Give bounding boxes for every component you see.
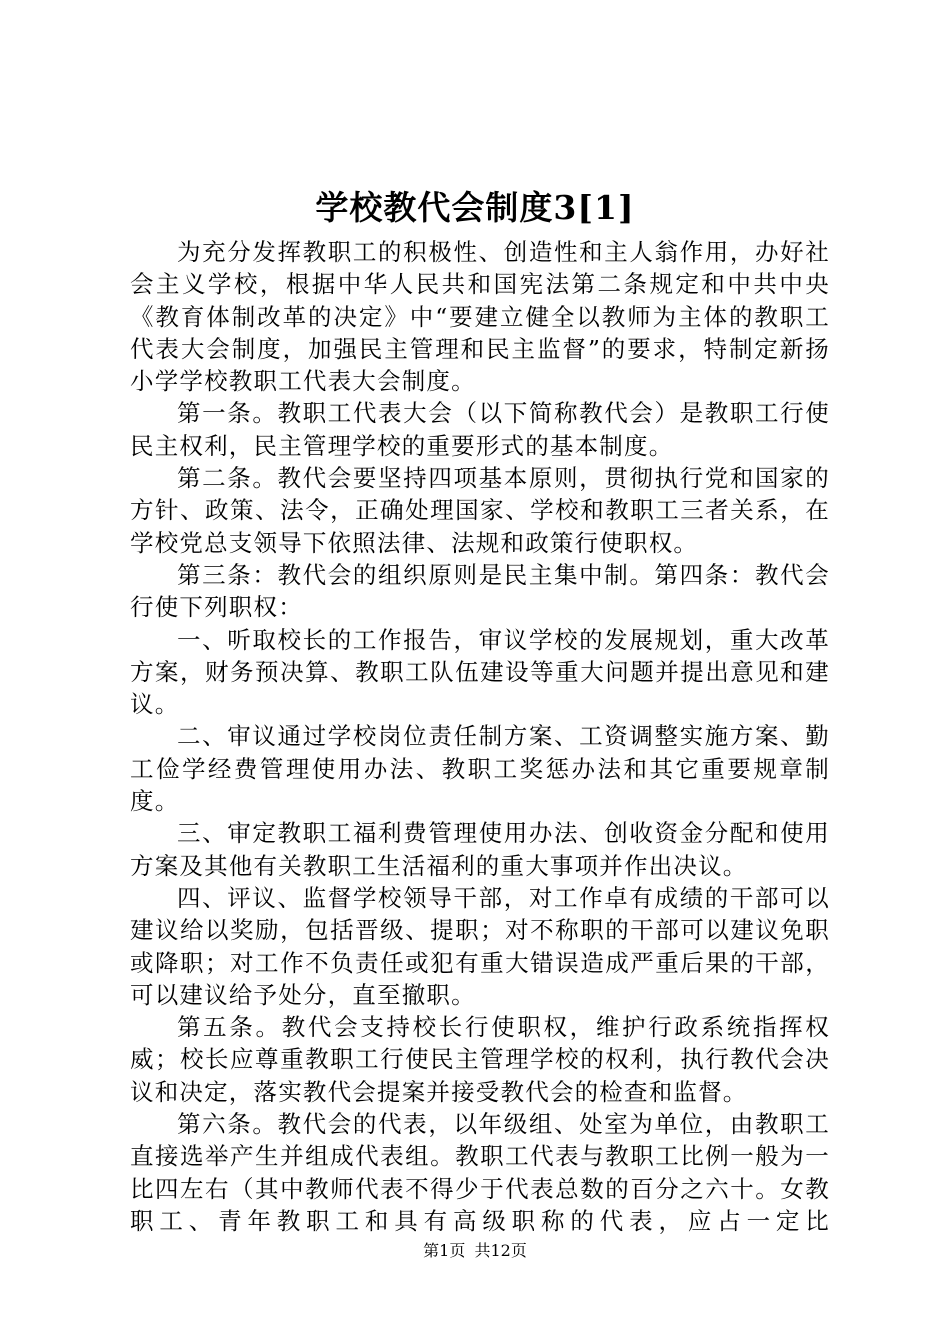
paragraph-article-2: 第二条。教代会要坚持四项基本原则，贯彻执行党和国家的方针、政策、法令，正确处理国家、学校和教职工三者关系，在学校党总支领导下依照法律、法规和政策行使职权。 xyxy=(130,464,830,557)
paragraph-article-3-4: 第三条：教代会的组织原则是民主集中制。第四条：教代会行使下列职权： xyxy=(130,560,830,622)
paragraph-item-3: 三、审定教职工福利费管理使用办法、创收资金分配和使用方案及其他有关教职工生活福利的重大事项并作出决议。 xyxy=(130,819,830,880)
paragraph-item-4: 四、评议、监督学校领导干部，对工作卓有成绩的干部可以建议给以奖励，包括晋级、提职；对不称职的干部可以建议免职或降职；对工作不负责任或犯有重大错误造成严重后果的干部，可以建议给予处分，直至撤职。 xyxy=(130,883,830,1009)
paragraph-article-1: 第一条。教职工代表大会（以下简称教代会）是教职工行使民主权利，民主管理学校的重要形式的基本制度。 xyxy=(130,399,830,460)
page-footer xyxy=(0,1240,950,1262)
page-total: 共12页 xyxy=(474,1241,527,1260)
paragraph-item-1: 一、听取校长的工作报告，审议学校的发展规划，重大改革方案，财务预决算、教职工队伍建设等重大问题并提出意见和建议。 xyxy=(130,625,830,719)
document-body xyxy=(130,236,830,1237)
page-number: 第1页 xyxy=(423,1241,466,1260)
paragraph-article-5: 第五条。教代会支持校长行使职权，维护行政系统指挥权威；校长应尊重教职工行使民主管理学校的权利，执行教代会决议和决定，落实教代会提案并接受教代会的检查和监督。 xyxy=(130,1013,830,1106)
paragraph-intro: 为充分发挥教职工的积极性、创造性和主人翁作用，办好社会主义学校，根据中华人民共和国宪法第二条规定和中共中央《教育体制改革的决定》中“要建立健全以教师为主体的教职工代表大会制度，加强民主管理和民主监督”的要求，特制定新扬小学学校教职工代表大会制度。 xyxy=(130,238,830,396)
paragraph-article-6: 第六条。教代会的代表，以年级组、处室为单位，由教职工直接选举产生并组成代表组。教职工代表与教职工比例一般为一比四左右（其中教师代表不得少于代表总数的百分之六十。女教职工、青年教职工和具有高级职称的代表，应占一定比 xyxy=(130,1110,830,1235)
document-title: 学校教代会制度3[1] xyxy=(315,188,635,227)
paragraph-item-2: 二、审议通过学校岗位责任制方案、工资调整实施方案、勤工俭学经费管理使用办法、教职工奖惩办法和其它重要规章制度。 xyxy=(130,722,830,816)
